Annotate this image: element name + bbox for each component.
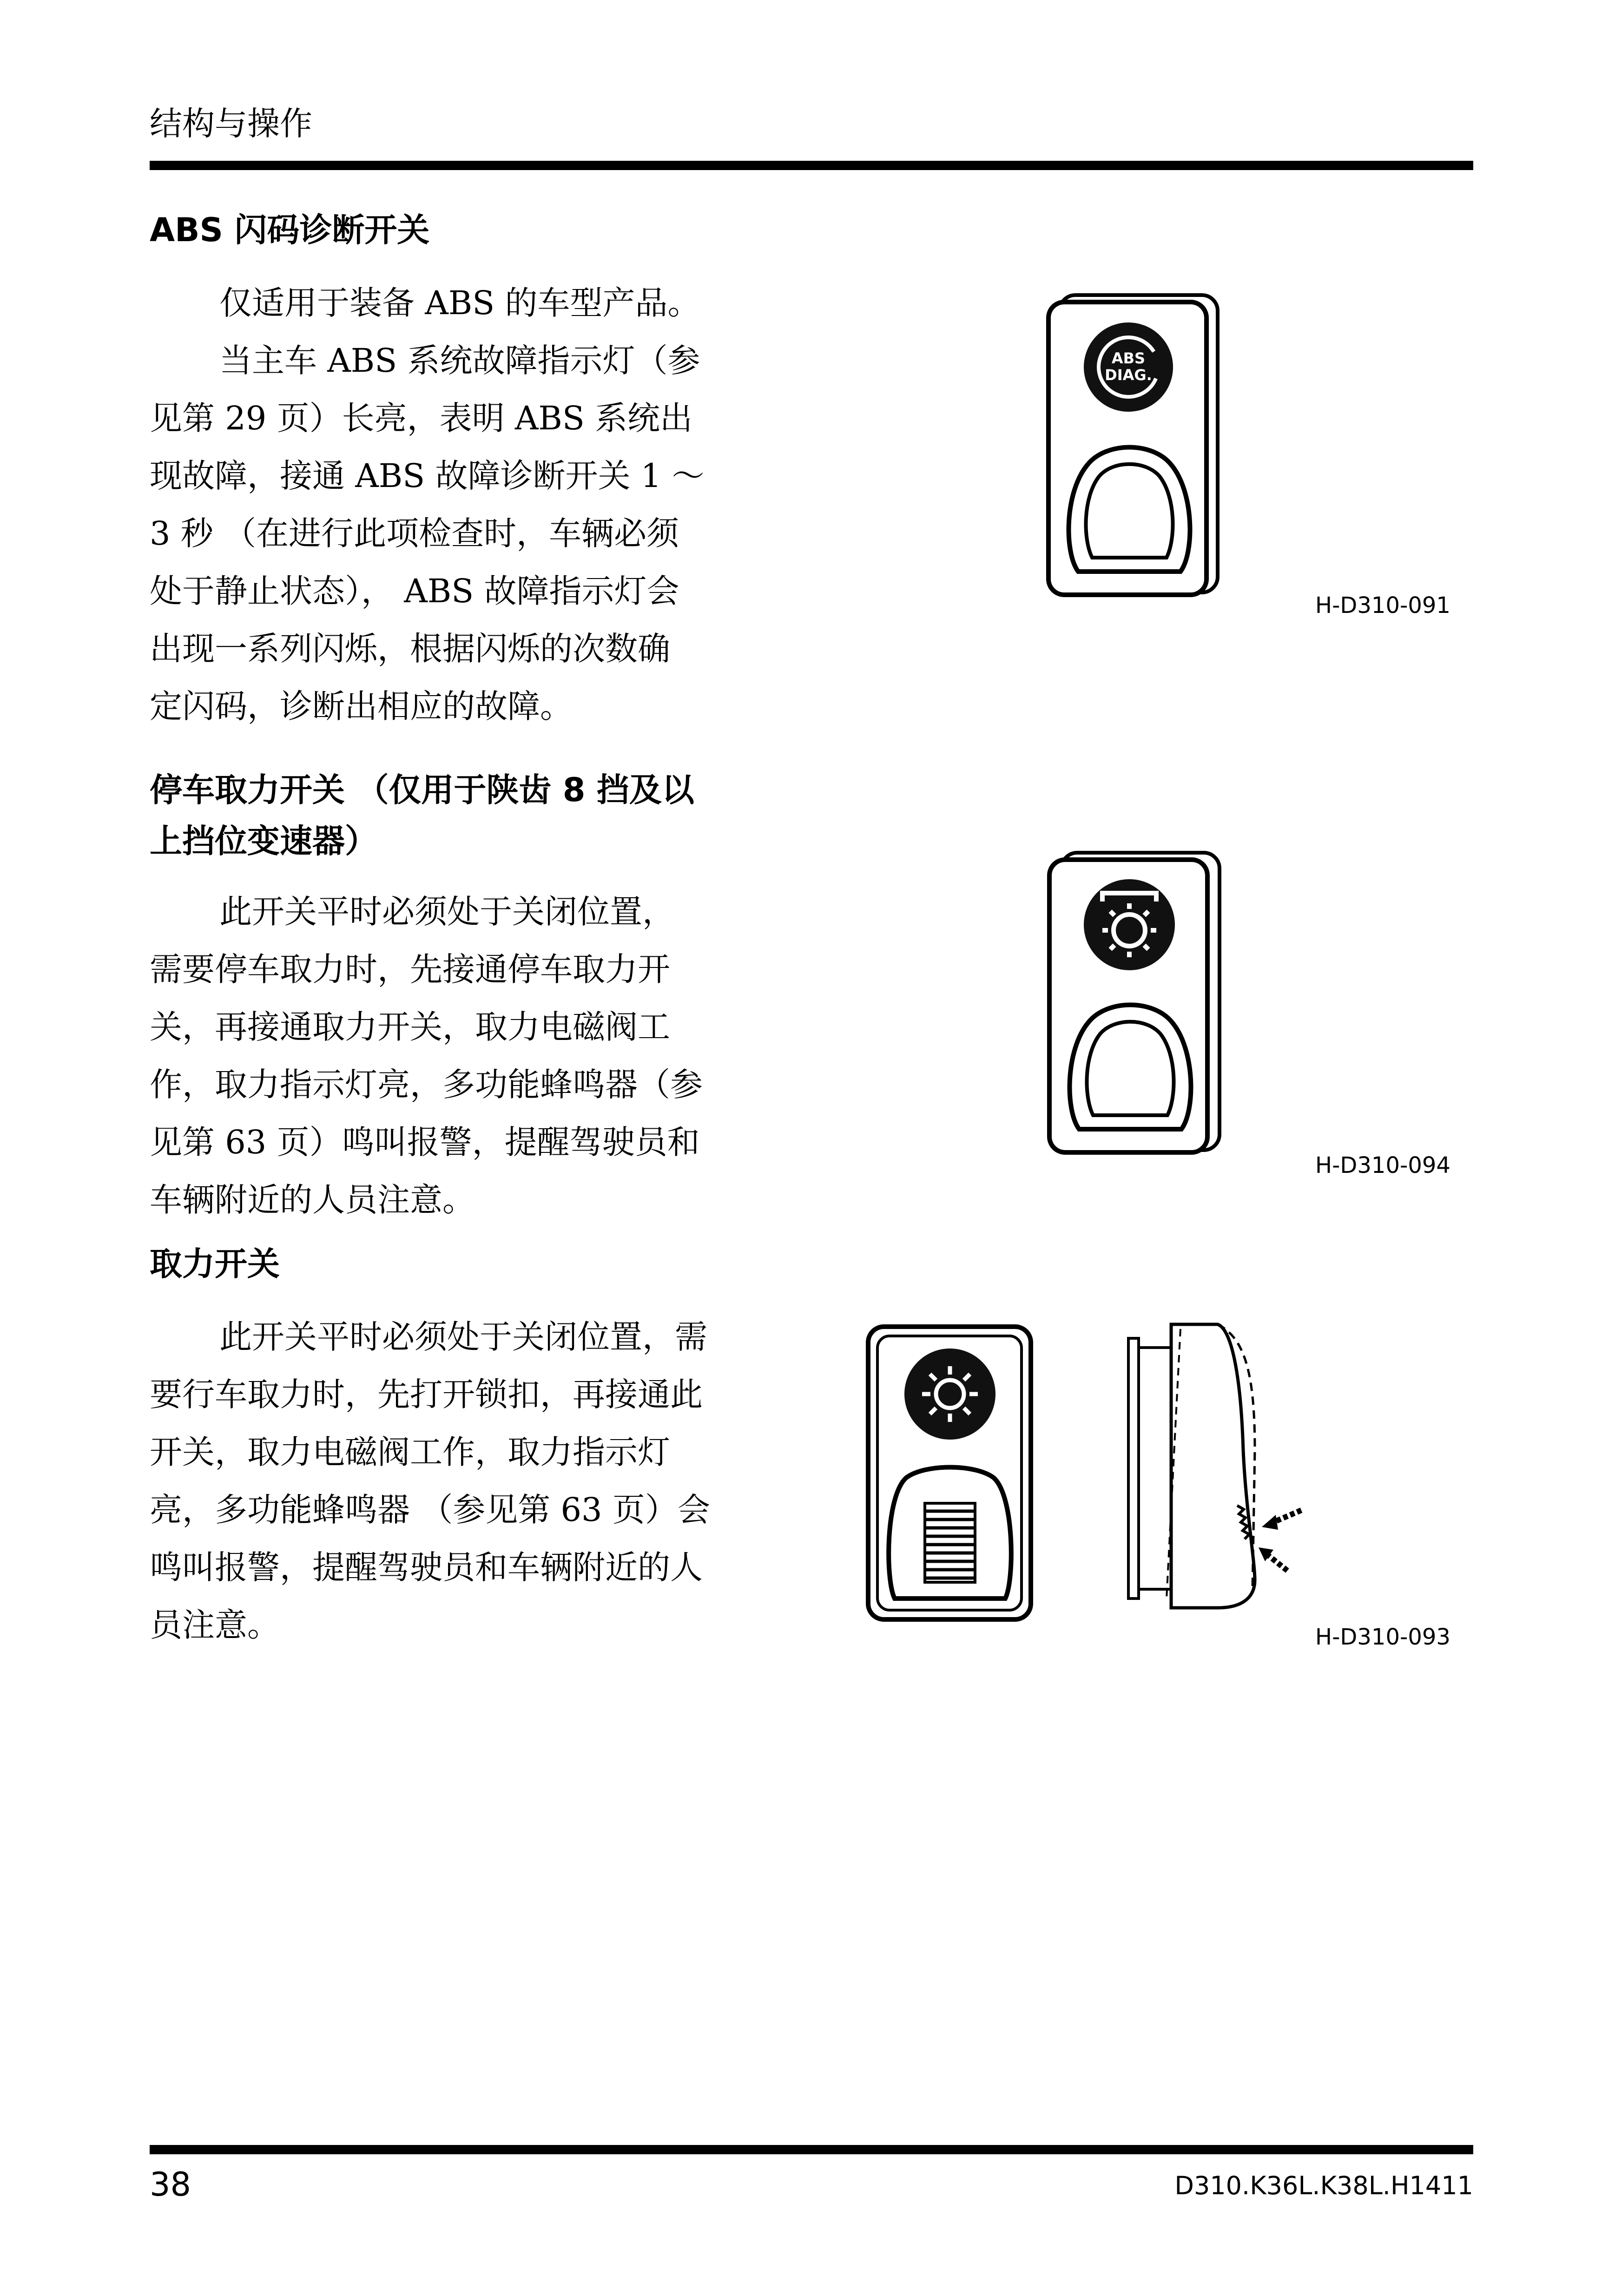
paragraph-line: 员注意。 xyxy=(150,1606,280,1644)
parking-pto-switch-figure xyxy=(1046,850,1227,1157)
figure-caption: H-D310-094 xyxy=(1315,1152,1450,1178)
paragraph-line: 开关，取力电磁阀工作，取力指示灯 xyxy=(150,1433,670,1471)
abs-diag-switch-figure xyxy=(1046,293,1222,599)
paragraph-line: 处于静止状态）， ABS 故障指示灯会 xyxy=(150,572,679,610)
paragraph-line: 现故障，接通 ABS 故障诊断开关 1 ～ xyxy=(150,457,705,495)
paragraph-line: 3 秒 （在进行此项检查时，车辆必须 xyxy=(150,514,679,553)
section-heading-pto: 取力开关 xyxy=(150,1245,280,1283)
pto-switch-front-figure xyxy=(864,1320,1036,1626)
document-code: D310.K36L.K38L.H1411 xyxy=(1174,2171,1473,2200)
footer-rule xyxy=(150,2145,1473,2154)
pto-sun-icon xyxy=(904,1349,995,1440)
paragraph-line: 关，再接通取力开关，取力电磁阀工 xyxy=(150,1008,670,1046)
page-header-title: 结构与操作 xyxy=(150,105,312,143)
pto-switch-side-figure xyxy=(1115,1310,1311,1626)
section-body-parking-pto xyxy=(150,883,703,1229)
paragraph-line: 定闪码，诊断出相应的故障。 xyxy=(150,687,573,725)
section-heading-parking-pto xyxy=(150,764,694,867)
press-arrow-icon xyxy=(1262,1510,1301,1530)
paragraph-line: 此开关平时必须处于关闭位置，需 xyxy=(219,1318,707,1356)
paragraph-line: 见第 63 页）鸣叫报警，提醒驾驶员和 xyxy=(150,1123,700,1161)
header-rule xyxy=(150,161,1473,170)
diag-icon-label: DIAG. xyxy=(1105,366,1152,384)
paragraph-line: 亮，多功能蜂鸣器 （参见第 63 页）会 xyxy=(150,1491,710,1529)
section-heading-abs: ABS 闪码诊断开关 xyxy=(150,211,430,249)
paragraph-line: 出现一系列闪烁，根据闪烁的次数确 xyxy=(150,630,670,668)
paragraph-line: 仅适用于装备 ABS 的车型产品。 xyxy=(219,284,700,322)
heading-line: 停车取力开关 （仅用于陕齿 8 挡及以 xyxy=(150,771,694,809)
section-body-abs xyxy=(150,274,705,735)
paragraph-line: 要行车取力时，先打开锁扣，再接通此 xyxy=(150,1375,703,1414)
page-number: 38 xyxy=(150,2165,191,2204)
paragraph-line: 需要停车取力时，先接通停车取力开 xyxy=(150,950,670,988)
paragraph-line: 当主车 ABS 系统故障指示灯（参 xyxy=(219,342,700,380)
paragraph-line: 见第 29 页）长亮，表明 ABS 系统出 xyxy=(150,399,693,437)
paragraph-line: 作，取力指示灯亮，多功能蜂鸣器（参 xyxy=(150,1066,703,1104)
heading-line: 上挡位变速器） xyxy=(150,822,377,860)
figure-caption: H-D310-091 xyxy=(1315,592,1450,618)
abs-icon-label: ABS xyxy=(1111,349,1146,367)
section-body-pto xyxy=(150,1308,710,1654)
paragraph-line: 车辆附近的人员注意。 xyxy=(150,1181,475,1219)
paragraph-line: 鸣叫报警，提醒驾驶员和车辆附近的人 xyxy=(150,1548,703,1586)
paragraph-line: 此开关平时必须处于关闭位置， xyxy=(219,893,675,931)
press-arrow-icon xyxy=(1259,1547,1287,1571)
figure-caption: H-D310-093 xyxy=(1315,1624,1450,1650)
